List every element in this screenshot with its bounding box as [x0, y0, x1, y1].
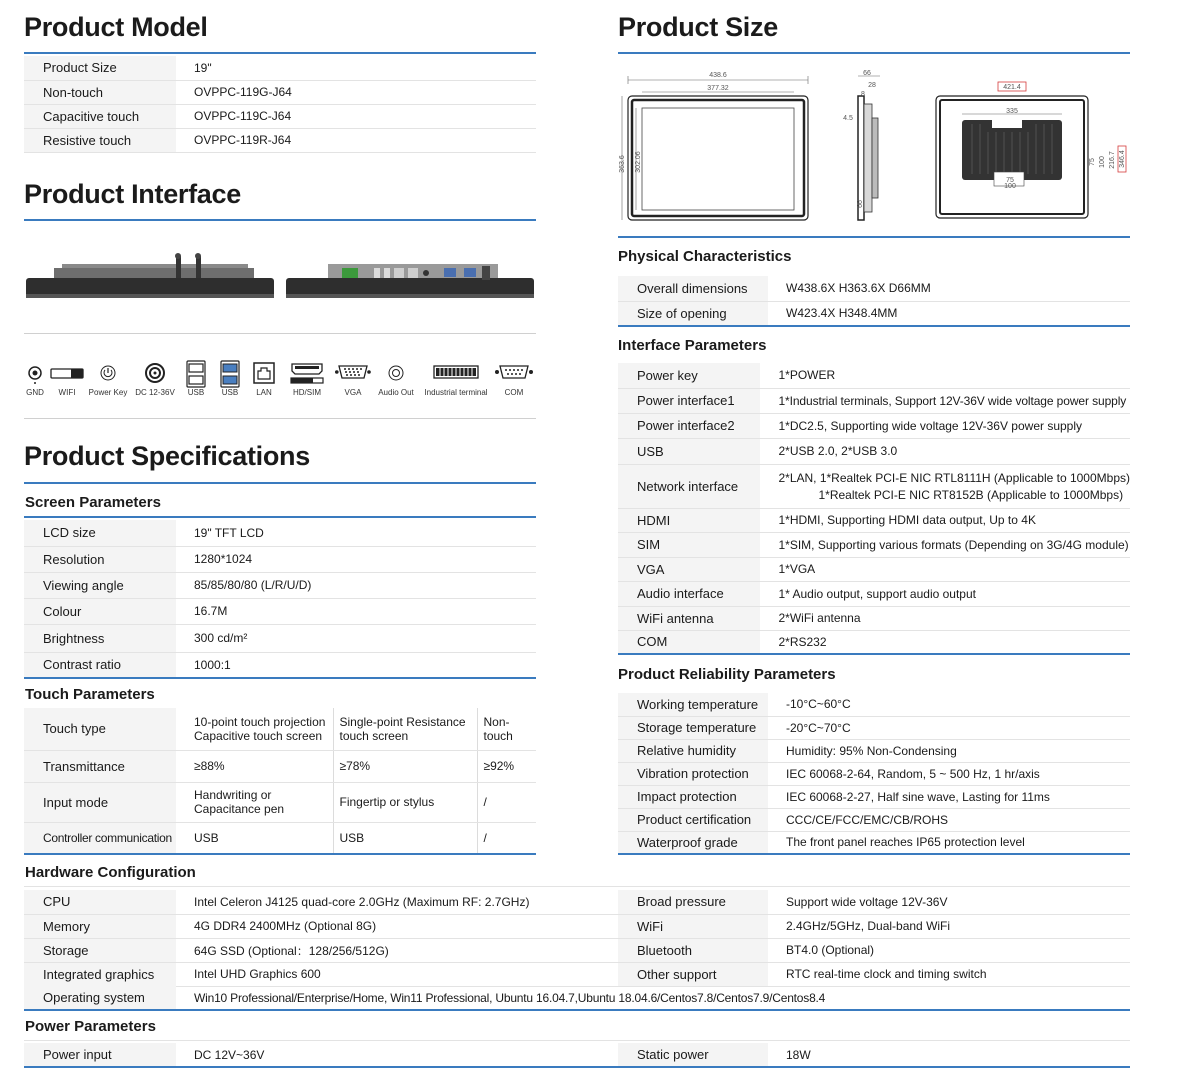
- table-row: [618, 438, 1130, 464]
- table-row: [618, 606, 1130, 630]
- row-label: USB: [618, 438, 760, 464]
- row-label: Capacitive touch: [24, 104, 176, 128]
- table-row: [24, 520, 536, 546]
- port-label: Power Key: [88, 388, 128, 397]
- row-label: Memory: [24, 914, 176, 938]
- table-row: [618, 914, 1130, 938]
- capacitive-value: ≥88%: [176, 750, 333, 782]
- physical-characteristics-table: [618, 276, 1130, 327]
- product-side-views-image: [24, 250, 536, 305]
- divider: [24, 1040, 1130, 1041]
- row-value: 4G DDR4 2400MHz (Optional 8G): [176, 914, 618, 938]
- row-value: -10°C~60°C: [768, 693, 1130, 716]
- table-row: [24, 546, 536, 572]
- row-value: IEC 60068-2-64, Random, 5 ~ 500 Hz, 1 hr/axis: [768, 762, 1130, 785]
- row-value: 1280*1024: [176, 546, 536, 572]
- row-label: SIM: [618, 532, 760, 557]
- row-value: Intel UHD Graphics 600: [176, 962, 618, 986]
- table-row: [24, 56, 536, 80]
- row-label: Storage: [24, 938, 176, 962]
- row-label: Contrast ratio: [24, 652, 176, 678]
- table-row: [618, 363, 1130, 388]
- row-label: Other support: [618, 962, 768, 986]
- row-label: WiFi antenna: [618, 606, 760, 630]
- table-row: [618, 508, 1130, 532]
- product-size-heading: Product Size: [618, 12, 778, 42]
- table-row: [618, 1043, 1130, 1067]
- left-side-view: [26, 253, 274, 298]
- table-row: [24, 572, 536, 598]
- row-label: Overall dimensions: [618, 276, 768, 301]
- power-right-table: [618, 1043, 1130, 1068]
- row-value: 18W: [768, 1043, 1130, 1067]
- power-icon: [93, 360, 123, 388]
- hardware-left-table: [24, 890, 618, 987]
- row-value: 1*SIM, Supporting various formats (Depending on 3G/4G module): [760, 532, 1130, 557]
- row-value: 1*POWER: [760, 363, 1130, 388]
- divider: [24, 52, 536, 54]
- row-label: Integrated graphics: [24, 962, 176, 986]
- row-value: 1*HDMI, Supporting HDMI data output, Up to 4K: [760, 508, 1130, 532]
- table-row: [24, 1043, 618, 1067]
- network-line-2: 1*Realtek PCI-E NIC RT8152B (Applicable to 1000Mbps): [818, 487, 1124, 502]
- resistive-value: ≥78%: [333, 750, 477, 782]
- port-label: HD/SIM: [293, 388, 321, 397]
- row-label: COM: [618, 630, 760, 654]
- row-label: Working temperature: [618, 693, 768, 716]
- row-value: 1*DC2.5, Supporting wide voltage 12V-36V power supply: [760, 413, 1130, 438]
- divider: [618, 236, 1130, 238]
- row-value: IEC 60068-2-27, Half sine wave, Lasting for 11ms: [768, 785, 1130, 808]
- table-row: [618, 301, 1130, 326]
- divider: [24, 219, 536, 221]
- front-view-drawing: [619, 72, 808, 220]
- table-row: [618, 831, 1130, 854]
- dimension-label: 28: [868, 82, 876, 89]
- row-value: OVPPC-119R-J64: [176, 128, 536, 152]
- resistive-value: Fingertip or stylus: [333, 782, 477, 822]
- com-serial-icon: [494, 360, 534, 388]
- operating-system-table: [24, 986, 1130, 1011]
- interface-parameters-table: [618, 363, 1130, 655]
- port-label: GND: [26, 388, 44, 397]
- dimension-label: 8: [861, 91, 865, 98]
- power-parameters-title: Power Parameters: [25, 1018, 156, 1035]
- resistive-value: Single-point Resistance touch screen: [333, 708, 477, 750]
- row-value: Support wide voltage 12V-36V: [768, 890, 1130, 914]
- screen-parameters-title: Screen Parameters: [25, 494, 161, 511]
- network-line-1: 2*LAN, 1*Realtek PCI-E NIC RTL8111H (Applicable to 1000Mbps): [778, 470, 1130, 485]
- port-label: Audio Out: [378, 388, 414, 397]
- row-value: 2*USB 2.0, 2*USB 3.0: [760, 438, 1130, 464]
- row-value: 2*RS232: [760, 630, 1130, 654]
- row-label: Broad pressure: [618, 890, 768, 914]
- port-label: USB: [221, 388, 239, 397]
- row-value: 19": [176, 56, 536, 80]
- table-row: [24, 822, 536, 854]
- port-label: COM: [504, 388, 524, 397]
- hardware-right-table: [618, 890, 1130, 987]
- row-label: Controller communication: [24, 822, 176, 854]
- hdmi-sim-icon: [289, 360, 325, 388]
- product-size-drawing: [618, 64, 1138, 232]
- row-value: 1*VGA: [760, 557, 1130, 581]
- table-row: [618, 762, 1130, 785]
- row-label: LCD size: [24, 520, 176, 546]
- row-value: The front panel reaches IP65 protection level: [768, 831, 1130, 854]
- non-touch-value: /: [477, 822, 536, 854]
- resistive-value: USB: [333, 822, 477, 854]
- row-label: Impact protection: [618, 785, 768, 808]
- lan-icon: [249, 360, 279, 388]
- table-row: [618, 962, 1130, 986]
- row-label: Size of opening: [618, 301, 768, 326]
- row-value: Humidity: 95% Non-Condensing: [768, 739, 1130, 762]
- non-touch-value: ≥92%: [477, 750, 536, 782]
- product-interface-heading: Product Interface: [24, 179, 241, 209]
- dimension-label: 4.5: [843, 115, 853, 122]
- port-label: WIFI: [58, 388, 76, 397]
- com-port: [484, 360, 544, 397]
- row-label: Input mode: [24, 782, 176, 822]
- table-row: [618, 388, 1130, 413]
- row-label: VGA: [618, 557, 760, 581]
- capacitive-value: Handwriting or Capacitance pen: [176, 782, 333, 822]
- table-row: [618, 276, 1130, 301]
- row-label: Static power: [618, 1043, 768, 1067]
- row-value: -20°C~70°C: [768, 716, 1130, 739]
- port-label: USB: [187, 388, 205, 397]
- row-label: Power key: [618, 363, 760, 388]
- row-value: 300 cd/m²: [176, 624, 536, 652]
- reliability-parameters-table: [618, 693, 1130, 855]
- table-row: [24, 750, 536, 782]
- row-label: CPU: [24, 890, 176, 914]
- capacitive-value: 10-point touch projection Capacitive touch screen: [176, 708, 333, 750]
- row-value: 1* Audio output, support audio output: [760, 581, 1130, 606]
- row-label: Resolution: [24, 546, 176, 572]
- table-row: [24, 986, 1130, 1010]
- table-row: [618, 532, 1130, 557]
- port-label: Industrial terminal: [424, 388, 488, 397]
- row-label: Viewing angle: [24, 572, 176, 598]
- reliability-parameters-title: Product Reliability Parameters: [618, 666, 836, 683]
- table-row: [24, 624, 536, 652]
- table-row: [24, 914, 618, 938]
- divider: [24, 482, 536, 484]
- dimension-label: 363.6: [619, 155, 626, 173]
- dimension-label: 75: [1089, 158, 1096, 166]
- dimension-label: 346.4: [1119, 150, 1126, 168]
- row-value: 19" TFT LCD: [176, 520, 536, 546]
- table-row: [618, 808, 1130, 831]
- table-row: [618, 890, 1130, 914]
- row-value: 1000:1: [176, 652, 536, 678]
- row-label: WiFi: [618, 914, 768, 938]
- table-row: [618, 739, 1130, 762]
- table-row: [24, 708, 536, 750]
- screen-parameters-table: [24, 520, 536, 679]
- row-label: Network interface: [618, 464, 760, 508]
- side-view-drawing: [843, 70, 880, 220]
- row-value: 2*WiFi antenna: [760, 606, 1130, 630]
- divider: [24, 516, 536, 518]
- dimension-label: 100: [1099, 156, 1106, 168]
- table-row: [618, 938, 1130, 962]
- dimension-label: 302.06: [635, 151, 642, 173]
- row-label: Transmittance: [24, 750, 176, 782]
- table-row: [24, 128, 536, 152]
- dimension-label: 421.4: [1003, 84, 1021, 91]
- table-row: [618, 785, 1130, 808]
- row-label: Brightness: [24, 624, 176, 652]
- terminal-block-icon: [431, 360, 481, 388]
- non-touch-value: Non-touch: [477, 708, 536, 750]
- row-value: 85/85/80/80 (L/R/U/D): [176, 572, 536, 598]
- table-row: [618, 716, 1130, 739]
- row-label: Touch type: [24, 708, 176, 750]
- row-value: 64G SSD (Optional：128/256/512G): [176, 938, 618, 962]
- dimension-label: 75: [1006, 177, 1014, 184]
- row-label: Power interface1: [618, 388, 760, 413]
- row-label: Non-touch: [24, 80, 176, 104]
- row-value: OVPPC-119C-J64: [176, 104, 536, 128]
- back-view-drawing: [936, 82, 1126, 218]
- dimension-label: 216.7: [1109, 151, 1116, 169]
- row-value: 2.4GHz/5GHz, Dual-band WiFi: [768, 914, 1130, 938]
- port-label: DC 12-36V: [135, 388, 175, 397]
- table-row: [24, 652, 536, 678]
- port-label: LAN: [256, 388, 272, 397]
- row-label: Power input: [24, 1043, 176, 1067]
- power-left-table: [24, 1043, 618, 1068]
- row-label: HDMI: [618, 508, 760, 532]
- table-row: [618, 581, 1130, 606]
- row-label: Colour: [24, 598, 176, 624]
- row-label: Vibration protection: [618, 762, 768, 785]
- table-row: [24, 104, 536, 128]
- physical-characteristics-title: Physical Characteristics: [618, 248, 792, 265]
- row-label: Power interface2: [618, 413, 760, 438]
- dimension-label: 66: [857, 200, 864, 208]
- right-side-view: [286, 264, 534, 298]
- table-row: [618, 630, 1130, 654]
- row-label: Resistive touch: [24, 128, 176, 152]
- divider: [24, 333, 536, 334]
- row-label: Bluetooth: [618, 938, 768, 962]
- dimension-label: 335: [1006, 108, 1018, 115]
- row-label: Product certification: [618, 808, 768, 831]
- row-value: W423.4X H348.4MM: [768, 301, 1130, 326]
- dimension-label: 438.6: [709, 72, 727, 79]
- dimension-label: 100: [1004, 183, 1016, 190]
- table-row: [24, 890, 618, 914]
- row-value: Win10 Professional/Enterprise/Home, Win11 Professional, Ubuntu 16.04.7,Ubuntu 18.04.6/Centos7.8/Centos7.9/Centos8.4: [176, 986, 1130, 1010]
- divider: [24, 418, 536, 419]
- divider: [618, 52, 1130, 54]
- product-specifications-heading: Product Specifications: [24, 441, 310, 471]
- row-label: Storage temperature: [618, 716, 768, 739]
- row-value: BT4.0 (Optional): [768, 938, 1130, 962]
- dimension-label: 377.32: [707, 85, 729, 92]
- table-row: [618, 557, 1130, 581]
- interface-parameters-title: Interface Parameters: [618, 337, 767, 354]
- row-label: Operating system: [24, 986, 176, 1010]
- row-value: 1*Industrial terminals, Support 12V-36V wide voltage power supply: [760, 388, 1130, 413]
- dimension-label: 66: [863, 70, 871, 77]
- table-row: [24, 962, 618, 986]
- hardware-configuration-title: Hardware Configuration: [25, 864, 196, 881]
- row-value: DC 12V~36V: [176, 1043, 618, 1067]
- divider: [24, 886, 1130, 887]
- row-value: W438.6X H363.6X D66MM: [768, 276, 1130, 301]
- row-label: Product Size: [24, 56, 176, 80]
- table-row: [24, 80, 536, 104]
- table-row: [618, 693, 1130, 716]
- non-touch-value: /: [477, 782, 536, 822]
- row-value: 16.7M: [176, 598, 536, 624]
- table-row: [24, 938, 618, 962]
- product-model-heading: Product Model: [24, 12, 208, 42]
- table-row: [24, 598, 536, 624]
- row-label: Waterproof grade: [618, 831, 768, 854]
- touch-parameters-title: Touch Parameters: [25, 686, 155, 703]
- table-row: [618, 464, 1130, 508]
- row-value: OVPPC-119G-J64: [176, 80, 536, 104]
- row-label: Relative humidity: [618, 739, 768, 762]
- row-value: CCC/CE/FCC/EMC/CB/ROHS: [768, 808, 1130, 831]
- row-value: [760, 464, 1130, 508]
- row-value: RTC real-time clock and timing switch: [768, 962, 1130, 986]
- product-model-table: [24, 56, 536, 153]
- row-value: Intel Celeron J4125 quad-core 2.0GHz (Maximum RF: 2.7GHz): [176, 890, 618, 914]
- port-label: VGA: [344, 388, 362, 397]
- table-row: [24, 782, 536, 822]
- touch-parameters-table: [24, 708, 536, 855]
- row-label: Audio interface: [618, 581, 760, 606]
- table-row: [618, 413, 1130, 438]
- capacitive-value: USB: [176, 822, 333, 854]
